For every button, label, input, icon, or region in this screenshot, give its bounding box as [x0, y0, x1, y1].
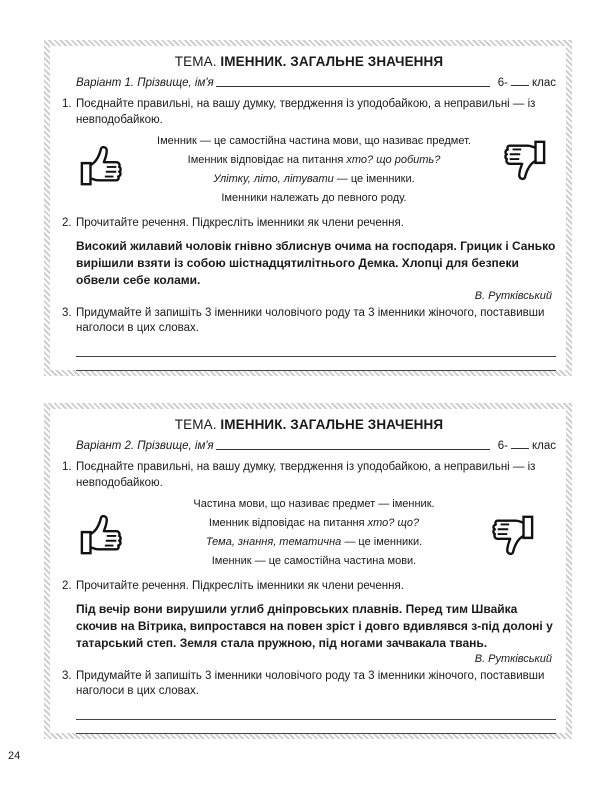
task-1-instruction: Поєднайте правильні, на вашу думку, твердження із уподобайкою, а неправильні — із невподобайкою. [76, 98, 536, 126]
task-3: 3. Придумайте й запишіть 3 іменники чоловічого роду та 3 іменники жіночого, поставивши наголоси в цих словах. [62, 669, 556, 700]
page-number: 24 [8, 750, 21, 762]
statement-3[interactable]: Тема, знання, тематична — це іменники. [205, 536, 423, 548]
statement-2[interactable]: Іменник відповідає на питання хто? що? [208, 517, 420, 529]
answer-lines [62, 343, 556, 371]
card-title: ТЕМА. ІМЕННИК. ЗАГАЛЬНЕ ЗНАЧЕННЯ [174, 54, 444, 69]
statement-1[interactable]: Частина мови, що називає предмет — іменник. [193, 498, 435, 510]
task-1: 1. Поєднайте правильні, на вашу думку, твердження із уподобайкою, а неправильні — із невподобайкою. [62, 97, 556, 128]
statement-2[interactable]: Іменник відповідає на питання хто? що робить? [187, 154, 441, 166]
task-2-instruction: Прочитайте речення. Підкресліть іменники як члени речення. [76, 217, 404, 229]
statements-block [62, 495, 556, 571]
answer-line[interactable] [76, 343, 556, 357]
task-3: 3. Придумайте й запишіть 3 іменники чоловічого роду та 3 іменники жіночого, поставивши наголоси в цих словах. [62, 306, 556, 337]
answer-lines [62, 706, 556, 734]
statement-3[interactable]: Улітку, літо, літувати — це іменники. [213, 173, 415, 185]
variant-label: Варіант 1. Прізвище, ім'я [76, 77, 214, 89]
task-1: 1. Поєднайте правильні, на вашу думку, твердження із уподобайкою, а неправильні — із невподобайкою. [62, 460, 556, 491]
reading-passage[interactable]: Під вечір вони вирушили углиб дніпровських плавнів. Перед тим Швайка скочив на Вітрика, випростався на повен зріст і довго вдивлявся з-під долоні у татарський степ. Земля стала пружною, під ногами зачвакала твань. [76, 601, 553, 650]
grade-blank[interactable] [511, 448, 529, 449]
statement-1[interactable]: Іменник — це самостійна частина мови, що називає предмет. [157, 135, 471, 147]
passage-author: В. Рутківський [474, 652, 552, 665]
thumbs-up-icon[interactable] [78, 144, 124, 188]
grade-blank[interactable] [511, 85, 529, 86]
grade-field: 6- клас [497, 440, 556, 452]
task-3-instruction: Придумайте й запишіть 3 іменники чоловічого роду та 3 іменники жіночого, поставивши наголоси в цих словах. [76, 306, 545, 334]
reading-passage[interactable]: Високий жилавий чоловік гнівно зблиснув очима на господаря. Грицик і Санько вирішили взяти із собою шістнадцятилітнього Демка. Хлопці для безпеки обвели себе колами. [76, 238, 556, 287]
variant-label: Варіант 2. Прізвище, ім'я [76, 440, 214, 452]
thumbs-down-icon[interactable] [490, 513, 536, 557]
variant-name-row [62, 77, 556, 89]
statement-4[interactable]: Іменники належать до певного роду. [221, 192, 407, 204]
task-1-instruction: Поєднайте правильні, на вашу думку, твердження із уподобайкою, а неправильні — із невподобайкою. [76, 461, 536, 489]
grade-field: 6- клас [497, 77, 556, 89]
passage-author: В. Рутківський [474, 289, 552, 302]
worksheet-card-variant-2 [44, 403, 572, 739]
statement-4[interactable]: Іменник — це самостійна частина мови. [211, 555, 417, 567]
thumbs-up-icon[interactable] [78, 513, 124, 557]
task-2: 2. Прочитайте речення. Підкресліть іменники як члени речення. [62, 216, 556, 232]
variant-name-row [62, 440, 556, 452]
card-title: ТЕМА. ІМЕННИК. ЗАГАЛЬНЕ ЗНАЧЕННЯ [174, 417, 444, 432]
answer-line[interactable] [76, 706, 556, 720]
worksheet-card-variant-1 [44, 40, 572, 376]
task-2-instruction: Прочитайте речення. Підкресліть іменники як члени речення. [76, 580, 404, 592]
task-2: 2. Прочитайте речення. Підкресліть іменники як члени речення. [62, 579, 556, 595]
task-3-instruction: Придумайте й запишіть 3 іменники чоловічого роду та 3 іменники жіночого, поставивши наголоси в цих словах. [76, 669, 545, 697]
answer-line[interactable] [76, 720, 556, 734]
answer-line[interactable] [76, 357, 556, 371]
thumbs-down-icon[interactable] [502, 138, 548, 182]
statements-block [62, 132, 556, 208]
name-field[interactable] [216, 449, 490, 450]
name-field[interactable] [216, 86, 490, 87]
